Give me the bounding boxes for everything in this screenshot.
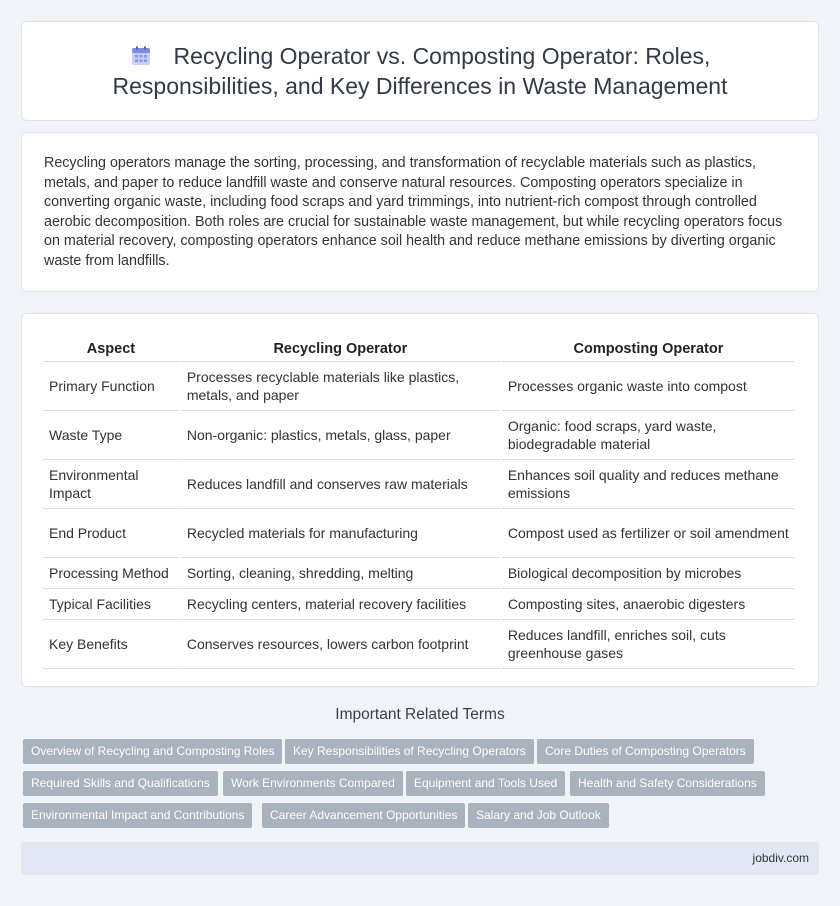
- tag-skills[interactable]: Required Skills and Qualifications: [23, 771, 218, 796]
- header-aspect: Aspect: [43, 334, 179, 362]
- tag-salary[interactable]: Salary and Job Outlook: [468, 803, 609, 828]
- table-row: [43, 509, 795, 558]
- header-composting-operator: Composting Operator: [502, 334, 795, 362]
- tag-health-safety[interactable]: Health and Safety Considerations: [570, 771, 765, 796]
- row-recycling: Sorting, cleaning, shredding, melting: [181, 558, 500, 589]
- comparison-table-card: [21, 313, 819, 687]
- row-aspect: Processing Method: [43, 558, 179, 589]
- table-row: [43, 460, 795, 509]
- row-aspect: End Product: [43, 509, 179, 558]
- row-recycling: Reduces landfill and conserves raw materials: [181, 460, 500, 509]
- row-composting: Enhances soil quality and reduces methane emissions: [502, 460, 795, 509]
- tag-overview[interactable]: Overview of Recycling and Composting Roles: [23, 739, 282, 764]
- tag-work-environments[interactable]: Work Environments Compared: [223, 771, 403, 796]
- tag-equipment[interactable]: Equipment and Tools Used: [406, 771, 565, 796]
- row-recycling: Conserves resources, lowers carbon footprint: [181, 620, 500, 669]
- footer: [21, 842, 819, 875]
- row-aspect: Typical Facilities: [43, 589, 179, 620]
- title-card: [21, 21, 819, 121]
- tag-composting-duties[interactable]: Core Duties of Composting Operators: [537, 739, 754, 764]
- page-title: [52, 41, 788, 101]
- table-row: [43, 558, 795, 589]
- table-header-row: [43, 334, 795, 362]
- table-row: [43, 411, 795, 460]
- row-recycling: Processes recyclable materials like plastics, metals, and paper: [181, 362, 500, 411]
- row-composting: Compost used as fertilizer or soil amendment: [502, 509, 795, 558]
- table-row: [43, 589, 795, 620]
- tag-recycling-responsibilities[interactable]: Key Responsibilities of Recycling Operators: [285, 739, 534, 764]
- tag-career[interactable]: Career Advancement Opportunities: [262, 803, 465, 828]
- related-terms-title: Important Related Terms: [335, 706, 505, 723]
- row-aspect: Key Benefits: [43, 620, 179, 669]
- row-composting: Reduces landfill, enriches soil, cuts greenhouse gases: [502, 620, 795, 669]
- page-title-text: Recycling Operator vs. Composting Operator: Roles, Responsibilities, and Key Differences in Waste Management: [112, 43, 728, 99]
- row-recycling: Non-organic: plastics, metals, glass, paper: [181, 411, 500, 460]
- table-row: [43, 620, 795, 669]
- row-aspect: Environmental Impact: [43, 460, 179, 509]
- row-composting: Organic: food scraps, yard waste, biodegradable material: [502, 411, 795, 460]
- row-composting: Processes organic waste into compost: [502, 362, 795, 411]
- row-composting: Composting sites, anaerobic digesters: [502, 589, 795, 620]
- intro-paragraph: Recycling operators manage the sorting, processing, and transformation of recyclable materials such as plastics, metals, and paper to reduce landfill waste and conserve natural resources. Composting operators specialize in converting organic waste, including food scraps and yard trimmings, into nutrient-rich compost through controlled aerobic decomposition. Both roles are crucial for sustainable waste management, but while recycling operators focus on material recovery, composting operators enhance soil health and reduce methane emissions by diverting organic waste from landfills.: [44, 155, 783, 269]
- row-recycling: Recycled materials for manufacturing: [181, 509, 500, 558]
- tag-environmental-impact[interactable]: Environmental Impact and Contributions: [23, 803, 252, 828]
- header-recycling-operator: Recycling Operator: [181, 334, 500, 362]
- row-recycling: Recycling centers, material recovery facilities: [181, 589, 500, 620]
- comparison-table: [41, 334, 797, 669]
- row-aspect: Waste Type: [43, 411, 179, 460]
- table-row: [43, 362, 795, 411]
- row-composting: Biological decomposition by microbes: [502, 558, 795, 589]
- intro-card: [21, 132, 819, 292]
- calendar-icon: [130, 45, 152, 67]
- footer-site-link[interactable]: jobdiv.com: [752, 851, 809, 865]
- row-aspect: Primary Function: [43, 362, 179, 411]
